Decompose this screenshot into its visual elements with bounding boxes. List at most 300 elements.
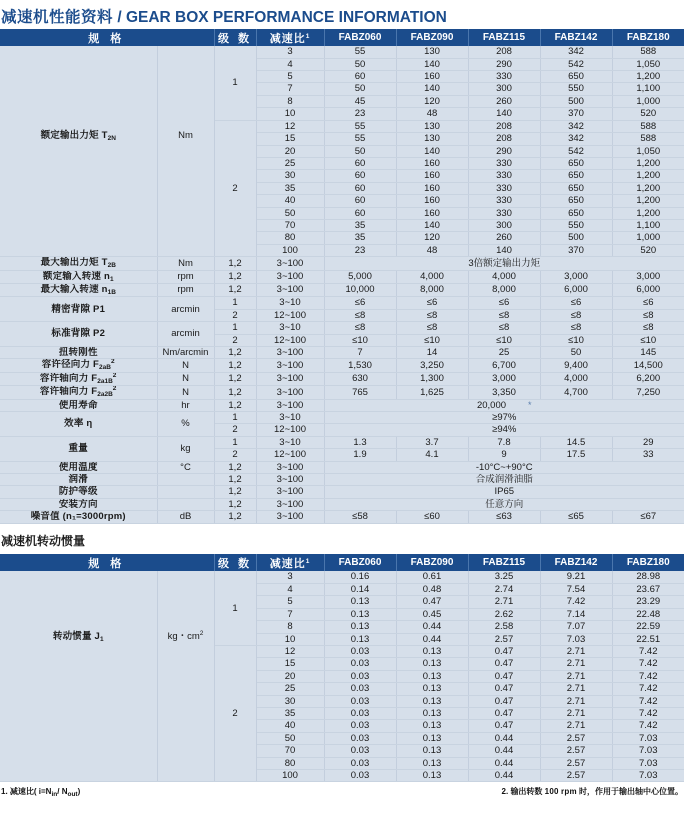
value-cell: 160 xyxy=(396,71,468,83)
ratio-cell: 70 xyxy=(256,745,324,757)
value-cell: 208 xyxy=(468,46,540,58)
footnote-1-text: 减速比( i=N xyxy=(9,787,52,797)
value-cell: 550 xyxy=(540,83,612,95)
value-cell: 0.13 xyxy=(324,633,396,645)
value-cell: 160 xyxy=(396,207,468,219)
ratio-cell: 3~100 xyxy=(256,257,324,270)
value-cell: 23 xyxy=(324,244,396,256)
value-cell: 0.44 xyxy=(468,769,540,781)
value-cell: 7.8 xyxy=(468,436,540,448)
ratio-cell: 3~10 xyxy=(256,436,324,448)
value-cell: 7.03 xyxy=(612,732,684,744)
ratio-cell: 30 xyxy=(256,695,324,707)
row-label-superscript: 2 xyxy=(110,358,115,366)
value-cell: 28.98 xyxy=(612,571,684,583)
value-cell: 35 xyxy=(324,232,396,244)
row-label-subscript: 1 xyxy=(109,275,114,283)
value-cell: 300 xyxy=(468,219,540,231)
footnotes xyxy=(0,782,684,799)
stage-cell: 1,2 xyxy=(214,498,256,510)
stage-cell: 1,2 xyxy=(214,347,256,359)
table-row xyxy=(0,283,684,296)
row-label: 容许轴向力 $F_{2a1B}^2$ xyxy=(0,372,157,385)
value-cell: 160 xyxy=(396,195,468,207)
row-unit: Nm xyxy=(157,46,214,256)
ratio-cell: 3~100 xyxy=(256,511,324,523)
row-label-subscript: 2aB xyxy=(99,364,111,372)
value-cell: 2.57 xyxy=(540,745,612,757)
value-cell: 0.03 xyxy=(324,683,396,695)
table-row xyxy=(0,571,684,583)
value-cell: 14 xyxy=(396,347,468,359)
value-cell: ≤6 xyxy=(396,297,468,309)
value-cell: 3.25 xyxy=(468,571,540,583)
value-cell: 7.42 xyxy=(612,707,684,719)
value-cell: ≤10 xyxy=(612,334,684,346)
footnote-2-number: 2. xyxy=(501,787,509,797)
value-cell: 500 xyxy=(540,95,612,107)
row-label: 最大输入转速 $n_{1B}$ xyxy=(0,283,157,296)
value-cell: ≤6 xyxy=(468,297,540,309)
header-stage: 级 数 xyxy=(214,554,256,571)
header-model-fabz060: FABZ060 xyxy=(324,554,396,571)
value-cell: 0.03 xyxy=(324,670,396,682)
value-cell: 2.71 xyxy=(540,720,612,732)
value-cell: 8,000 xyxy=(396,283,468,296)
value-cell: 140 xyxy=(396,83,468,95)
value-cell: 22.51 xyxy=(612,633,684,645)
ratio-cell: 15 xyxy=(256,133,324,145)
value-cell: 160 xyxy=(396,157,468,169)
ratio-cell: 5 xyxy=(256,596,324,608)
row-unit: rpm xyxy=(157,283,214,296)
table-row xyxy=(0,461,684,473)
value-cell: 22.59 xyxy=(612,621,684,633)
stage-cell: 1,2 xyxy=(214,386,256,399)
header-model-fabz142: FABZ142 xyxy=(540,29,612,46)
value-cell: 650 xyxy=(540,170,612,182)
performance-table xyxy=(0,29,684,523)
row-label: 润滑 xyxy=(0,474,157,486)
value-cell: 330 xyxy=(468,195,540,207)
value-cell: 0.13 xyxy=(396,707,468,719)
ratio-cell: 3~10 xyxy=(256,322,324,334)
header-model-fabz180: FABZ180 xyxy=(612,554,684,571)
value-cell: 1.9 xyxy=(324,449,396,461)
table-header-row xyxy=(0,29,684,46)
row-unit: dB xyxy=(157,511,214,523)
value-cell: 0.03 xyxy=(324,645,396,657)
value-cell: ≤63 xyxy=(468,511,540,523)
value-cell: 3.7 xyxy=(396,436,468,448)
page-title xyxy=(0,0,684,29)
value-cell: 2.58 xyxy=(468,621,540,633)
ratio-cell: 3 xyxy=(256,46,324,58)
table-row xyxy=(0,322,684,334)
row-label-superscript: 2 xyxy=(112,385,117,393)
ratio-cell: 3~100 xyxy=(256,359,324,372)
value-cell: 120 xyxy=(396,95,468,107)
value-cell: ≤6 xyxy=(324,297,396,309)
ratio-cell: 3~100 xyxy=(256,347,324,359)
value-cell: 2.74 xyxy=(468,583,540,595)
header-model-fabz142: FABZ142 xyxy=(540,554,612,571)
value-cell: 0.03 xyxy=(324,720,396,732)
value-cell: 588 xyxy=(612,46,684,58)
row-label-subscript: 1 xyxy=(100,636,104,644)
value-cell: 542 xyxy=(540,58,612,70)
stage-cell: 1,2 xyxy=(214,270,256,283)
value-cell: 0.47 xyxy=(468,683,540,695)
table-row xyxy=(0,486,684,498)
value-cell: 2.71 xyxy=(540,645,612,657)
value-cell: 2.71 xyxy=(468,596,540,608)
table-row xyxy=(0,46,684,58)
value-cell: 2.57 xyxy=(540,732,612,744)
value-cell: 140 xyxy=(396,219,468,231)
value-cell: 0.44 xyxy=(468,732,540,744)
page-title-en: GEAR BOX PERFORMANCE INFORMATION xyxy=(125,9,447,26)
value-cell: 55 xyxy=(324,120,396,132)
row-unit xyxy=(157,498,214,510)
row-label-rated-torque: 额定输出力矩 $T_{2N}$ xyxy=(0,46,157,256)
footnote-1-sub-in: in xyxy=(51,791,58,799)
value-cell: 130 xyxy=(396,46,468,58)
value-cell: 650 xyxy=(540,195,612,207)
value-cell: 0.13 xyxy=(396,757,468,769)
footnote-1-mid: / N xyxy=(57,787,68,797)
value-cell: 7 xyxy=(324,347,396,359)
value-cell: 6,000 xyxy=(540,283,612,296)
header-spec: 规 格 xyxy=(0,554,214,571)
header-model-fabz115: FABZ115 xyxy=(468,554,540,571)
value-cell: 130 xyxy=(396,120,468,132)
row-label: 额定输入转速 $n_1$ xyxy=(0,270,157,283)
value-cell: ≤8 xyxy=(396,309,468,321)
row-label-inertia: 转动惯量 $J_1$ xyxy=(0,571,157,781)
row-unit-superscript: 2 xyxy=(199,630,204,638)
merged-value-cell: ≥94% xyxy=(324,424,684,436)
header-model-fabz060: FABZ060 xyxy=(324,29,396,46)
value-cell: 4,700 xyxy=(540,386,612,399)
value-cell: ≤58 xyxy=(324,511,396,523)
value-cell: 0.47 xyxy=(468,707,540,719)
value-cell: 25 xyxy=(468,347,540,359)
value-cell: 2.57 xyxy=(540,757,612,769)
value-cell: 60 xyxy=(324,71,396,83)
value-cell: 29 xyxy=(612,436,684,448)
stage-cell: 1,2 xyxy=(214,511,256,523)
value-cell: 0.47 xyxy=(468,658,540,670)
value-cell: 650 xyxy=(540,71,612,83)
value-cell: 765 xyxy=(324,386,396,399)
ratio-cell: 3~100 xyxy=(256,386,324,399)
row-label: 噪音值 (n₁=3000rpm) xyxy=(0,511,157,523)
row-label-subscript: 2N xyxy=(107,135,116,143)
value-cell: 2.71 xyxy=(540,695,612,707)
value-cell: 0.44 xyxy=(468,757,540,769)
footnote-2-value: 100 rpm xyxy=(544,787,577,797)
value-cell: 370 xyxy=(540,108,612,120)
value-cell: 330 xyxy=(468,207,540,219)
row-unit: Nm/arcmin xyxy=(157,347,214,359)
value-cell: 7.42 xyxy=(612,695,684,707)
ratio-cell: 4 xyxy=(256,583,324,595)
value-cell: 7.07 xyxy=(540,621,612,633)
stage-cell: 1,2 xyxy=(214,372,256,385)
value-cell: 0.13 xyxy=(396,732,468,744)
ratio-cell: 3~100 xyxy=(256,283,324,296)
value-cell: 50 xyxy=(540,347,612,359)
value-cell: 4,000 xyxy=(540,372,612,385)
value-cell: 342 xyxy=(540,120,612,132)
value-cell: 650 xyxy=(540,182,612,194)
value-cell: 7.42 xyxy=(612,683,684,695)
value-cell: 120 xyxy=(396,232,468,244)
value-cell: ≤8 xyxy=(396,322,468,334)
stage-cell-2: 2 xyxy=(214,120,256,256)
value-cell: 2.71 xyxy=(540,683,612,695)
value-cell: 0.03 xyxy=(324,757,396,769)
table-row xyxy=(0,297,684,309)
value-cell: 550 xyxy=(540,219,612,231)
value-cell: 300 xyxy=(468,83,540,95)
value-cell: 33 xyxy=(612,449,684,461)
ratio-cell: 30 xyxy=(256,170,324,182)
row-label: 重量 xyxy=(0,436,157,461)
header-ratio: 减速比$^1$ xyxy=(256,554,324,571)
row-label: 安装方向 xyxy=(0,498,157,510)
value-cell: 0.13 xyxy=(324,596,396,608)
value-cell: 0.47 xyxy=(468,670,540,682)
ratio-cell: 100 xyxy=(256,244,324,256)
value-cell: 14.5 xyxy=(540,436,612,448)
page-title-cn: 减速机性能资料 xyxy=(1,9,114,26)
value-cell: 48 xyxy=(396,244,468,256)
value-cell: 650 xyxy=(540,157,612,169)
value-cell: 4,000 xyxy=(396,270,468,283)
value-cell: ≤6 xyxy=(612,297,684,309)
header-model-fabz090: FABZ090 xyxy=(396,29,468,46)
value-cell: 290 xyxy=(468,145,540,157)
ratio-cell: 3~100 xyxy=(256,474,324,486)
stage-cell: 1,2 xyxy=(214,474,256,486)
row-unit: arcmin xyxy=(157,297,214,322)
row-label: 扭转刚性 xyxy=(0,347,157,359)
inertia-table xyxy=(0,554,684,782)
merged-value-cell: IP65 xyxy=(324,486,684,498)
value-cell: 1,100 xyxy=(612,219,684,231)
value-cell: 2.71 xyxy=(540,658,612,670)
table-row xyxy=(0,511,684,523)
value-cell: 23.67 xyxy=(612,583,684,595)
value-cell: 7.03 xyxy=(612,769,684,781)
value-cell: ≤8 xyxy=(468,309,540,321)
value-cell: 2.62 xyxy=(468,608,540,620)
ratio-cell: 5 xyxy=(256,71,324,83)
value-cell: 2.57 xyxy=(540,769,612,781)
value-cell: 9,400 xyxy=(540,359,612,372)
row-unit: kg xyxy=(157,436,214,461)
footnote-1-number: 1. xyxy=(1,787,8,797)
value-cell: 0.13 xyxy=(324,621,396,633)
table-header-row xyxy=(0,554,684,571)
value-cell: 1,050 xyxy=(612,58,684,70)
value-cell: 370 xyxy=(540,244,612,256)
value-cell: 588 xyxy=(612,120,684,132)
ratio-cell: 50 xyxy=(256,207,324,219)
ratio-cell: 35 xyxy=(256,182,324,194)
value-cell: 7,250 xyxy=(612,386,684,399)
ratio-cell: 35 xyxy=(256,707,324,719)
merged-value-cell: -10°C~+90°C xyxy=(324,461,684,473)
value-cell: ≤67 xyxy=(612,511,684,523)
value-cell: 130 xyxy=(396,133,468,145)
value-cell: 160 xyxy=(396,170,468,182)
value-cell: 140 xyxy=(396,58,468,70)
value-cell: 330 xyxy=(468,71,540,83)
value-cell: 0.47 xyxy=(396,596,468,608)
row-label: 标准背隙 P2 xyxy=(0,322,157,347)
value-cell: 0.47 xyxy=(468,645,540,657)
footnote-1 xyxy=(1,787,80,797)
value-cell: 0.13 xyxy=(396,769,468,781)
ratio-cell: 3~100 xyxy=(256,498,324,510)
row-label-subscript: 2a2B xyxy=(97,391,113,399)
value-cell: 140 xyxy=(468,108,540,120)
ratio-cell: 12~100 xyxy=(256,334,324,346)
merged-value-cell: 3倍额定输出力矩 xyxy=(324,257,684,270)
value-cell: 1,530 xyxy=(324,359,396,372)
value-cell: 2.71 xyxy=(540,707,612,719)
value-cell: 140 xyxy=(396,145,468,157)
value-cell: 7.03 xyxy=(612,745,684,757)
value-cell: 342 xyxy=(540,46,612,58)
value-cell: 0.13 xyxy=(396,683,468,695)
ratio-cell: 100 xyxy=(256,769,324,781)
row-unit: Nm xyxy=(157,257,214,270)
value-cell: 7.42 xyxy=(612,658,684,670)
row-unit: hr xyxy=(157,399,214,411)
value-cell: 208 xyxy=(468,120,540,132)
value-cell: 0.13 xyxy=(396,670,468,682)
row-label: 效率 η xyxy=(0,412,157,437)
row-unit: arcmin xyxy=(157,322,214,347)
value-cell: ≤60 xyxy=(396,511,468,523)
value-cell: 0.13 xyxy=(396,645,468,657)
table-row xyxy=(0,436,684,448)
value-cell: 0.13 xyxy=(396,720,468,732)
ratio-cell: 7 xyxy=(256,83,324,95)
value-cell: 60 xyxy=(324,170,396,182)
value-cell: 4.1 xyxy=(396,449,468,461)
stage-cell-1: 1 xyxy=(214,46,256,120)
stage-cell: 1,2 xyxy=(214,399,256,411)
value-cell: 0.47 xyxy=(468,695,540,707)
footnote-1-sub-out: out xyxy=(67,791,78,799)
value-cell: 35 xyxy=(324,219,396,231)
value-cell: 1,300 xyxy=(396,372,468,385)
ratio-cell: 70 xyxy=(256,219,324,231)
value-cell: 3,350 xyxy=(468,386,540,399)
stage-cell: 1,2 xyxy=(214,283,256,296)
stage-cell: 2 xyxy=(214,334,256,346)
value-cell: 1,100 xyxy=(612,83,684,95)
value-cell: 17.5 xyxy=(540,449,612,461)
value-cell: 0.03 xyxy=(324,707,396,719)
header-ratio-superscript: 1 xyxy=(305,557,311,565)
value-cell: 0.16 xyxy=(324,571,396,583)
ratio-cell: 3~10 xyxy=(256,412,324,424)
merged-value-cell: 任意方向 xyxy=(324,498,684,510)
value-cell: 500 xyxy=(540,232,612,244)
value-cell: 7.03 xyxy=(612,757,684,769)
value-cell: ≤8 xyxy=(324,322,396,334)
footnote-asterisk: * xyxy=(528,399,532,410)
stage-cell: 1,2 xyxy=(214,257,256,270)
value-cell: 45 xyxy=(324,95,396,107)
value-cell: 0.13 xyxy=(324,608,396,620)
ratio-cell: 12~100 xyxy=(256,309,324,321)
value-cell: 260 xyxy=(468,232,540,244)
value-cell: 7.42 xyxy=(612,645,684,657)
row-unit: kg・$cm^2$ xyxy=(157,571,214,781)
ratio-cell: 50 xyxy=(256,732,324,744)
value-cell: 8,000 xyxy=(468,283,540,296)
value-cell: 1,625 xyxy=(396,386,468,399)
row-label: 使用寿命 xyxy=(0,399,157,411)
ratio-cell: 12 xyxy=(256,120,324,132)
value-cell: 23.29 xyxy=(612,596,684,608)
value-cell: 160 xyxy=(396,182,468,194)
stage-cell: 1,2 xyxy=(214,461,256,473)
value-cell: 14,500 xyxy=(612,359,684,372)
value-cell: 60 xyxy=(324,195,396,207)
table-row xyxy=(0,270,684,283)
table-row xyxy=(0,399,684,411)
value-cell: 0.13 xyxy=(396,695,468,707)
ratio-cell: 7 xyxy=(256,608,324,620)
value-cell: 60 xyxy=(324,207,396,219)
ratio-cell: 3~100 xyxy=(256,461,324,473)
ratio-cell: 15 xyxy=(256,658,324,670)
value-cell: 60 xyxy=(324,182,396,194)
value-cell: 0.44 xyxy=(468,745,540,757)
value-cell: ≤8 xyxy=(324,309,396,321)
value-cell: 520 xyxy=(612,244,684,256)
value-cell: 3,250 xyxy=(396,359,468,372)
value-cell: 9.21 xyxy=(540,571,612,583)
ratio-cell: 20 xyxy=(256,670,324,682)
table-row xyxy=(0,498,684,510)
footnote-1-end: ) xyxy=(77,787,81,797)
row-label: 容许径向力 $F_{2aB}^2$ xyxy=(0,359,157,372)
row-label-subscript: 2a1B xyxy=(97,377,113,385)
ratio-cell: 20 xyxy=(256,145,324,157)
table-row xyxy=(0,386,684,399)
value-cell: 1,200 xyxy=(612,182,684,194)
stage-cell: 1,2 xyxy=(214,486,256,498)
ratio-cell: 12 xyxy=(256,645,324,657)
value-cell: 48 xyxy=(396,108,468,120)
row-unit: N xyxy=(157,372,214,385)
value-cell: 55 xyxy=(324,46,396,58)
value-cell: 208 xyxy=(468,133,540,145)
ratio-cell: 10 xyxy=(256,633,324,645)
row-label-superscript: 2 xyxy=(112,372,117,379)
value-cell: 0.13 xyxy=(396,745,468,757)
value-cell: ≤8 xyxy=(612,309,684,321)
